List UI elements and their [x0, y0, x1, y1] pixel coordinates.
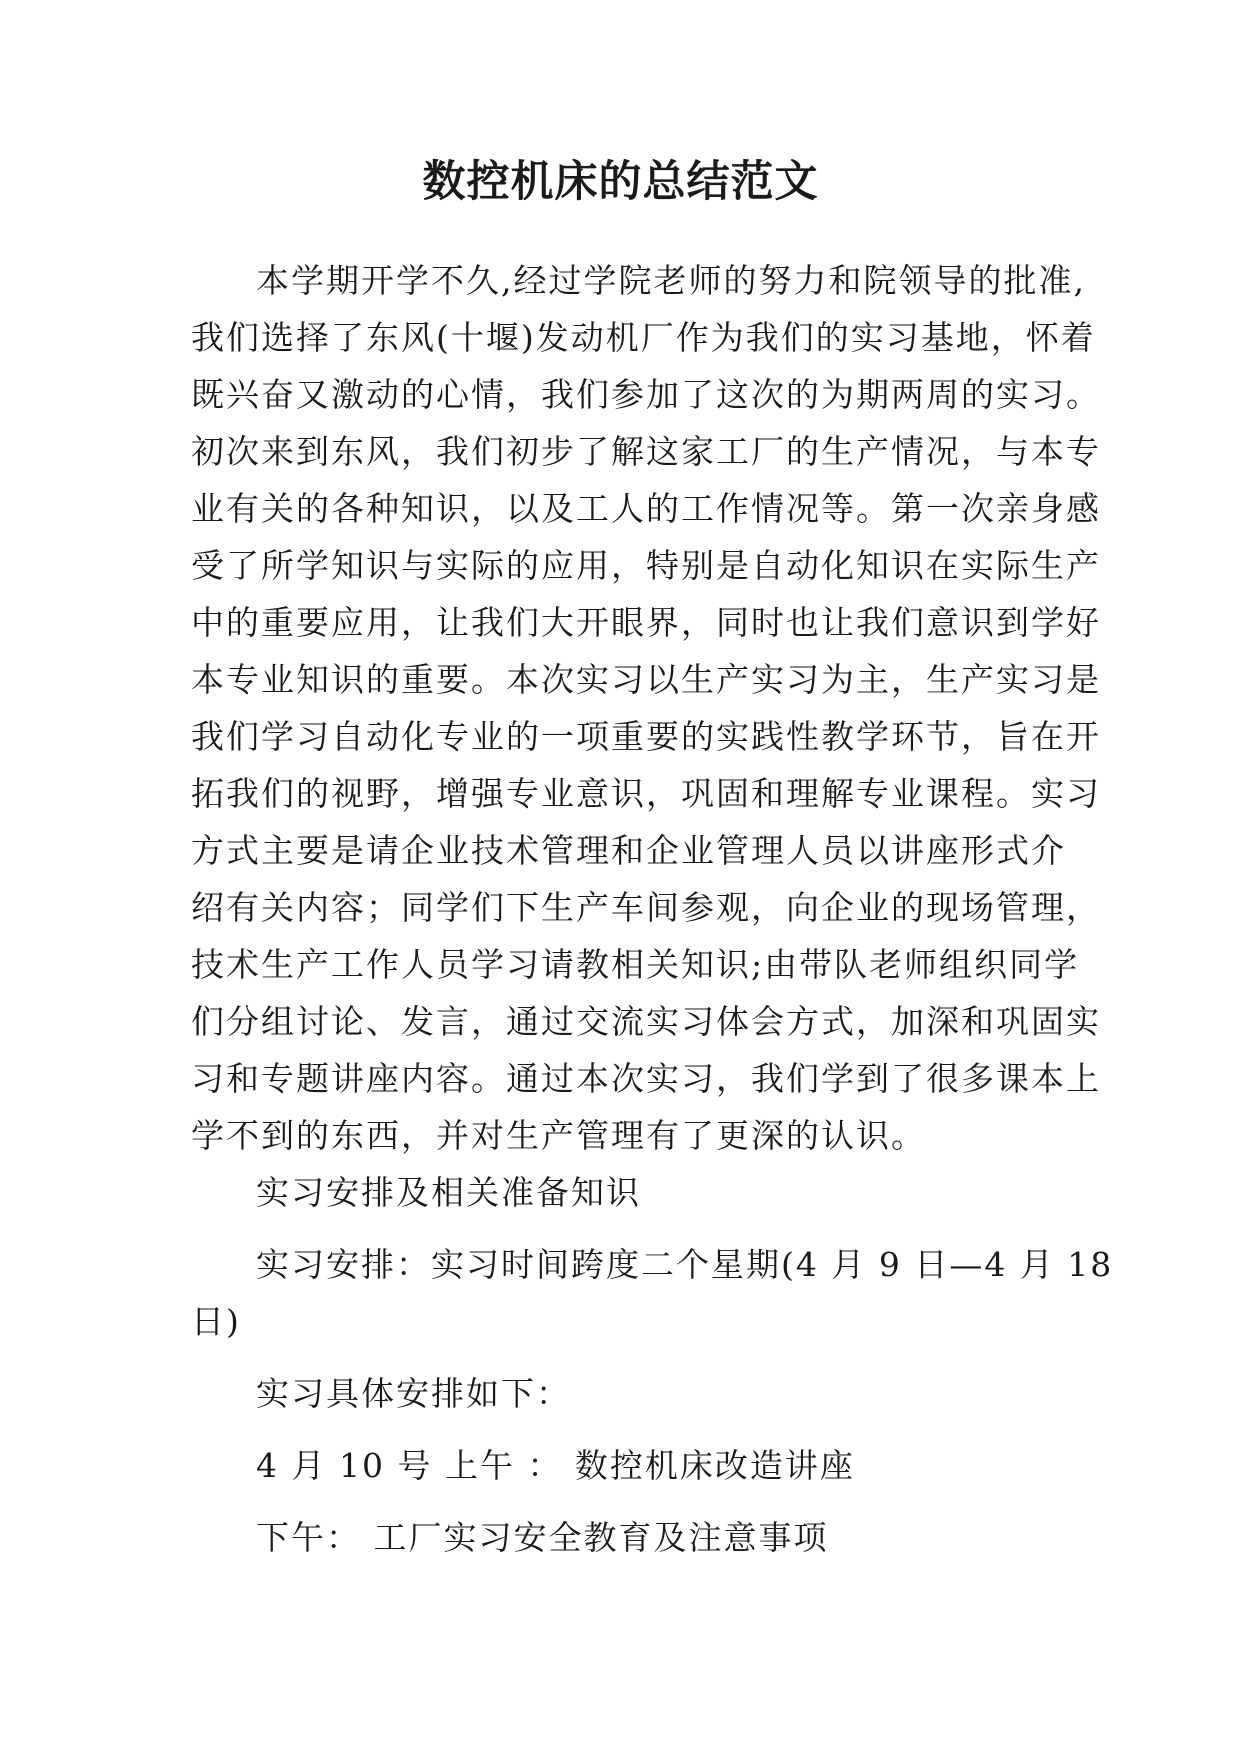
text-line: 实习安排：实习时间跨度二个星期(4 月 9 日—4 月 18: [256, 1245, 1114, 1284]
text-line: 中的重要应用，让我们大开眼界，同时也让我们意识到学好: [191, 603, 1101, 642]
text-line: 本专业知识的重要。本次实习以生产实习为主，生产实习是: [191, 660, 1101, 699]
text-line: 实习具体安排如下：: [256, 1374, 571, 1413]
text-line: 既兴奋又激动的心情，我们参加了这次的为期两周的实习。: [191, 375, 1101, 414]
text-line: 方式主要是请企业技术管理和企业管理人员以讲座形式介: [191, 831, 1066, 870]
text-line: 们分组讨论、发言，通过交流实习体会方式，加深和巩固实: [191, 1002, 1101, 1041]
text-line: 本学期开学不久,经过学院老师的努力和院领导的批准,: [256, 261, 1086, 300]
text-line: 学不到的东西，并对生产管理有了更深的认识。: [191, 1116, 926, 1155]
section-heading: 实习安排及相关准备知识: [256, 1173, 641, 1212]
text-line: 绍有关内容；同学们下生产车间参观，向企业的现场管理，: [191, 888, 1101, 927]
schedule-line: 下午： 工厂实习安全教育及注意事项: [256, 1518, 829, 1557]
text-line: 业有关的各种知识，以及工人的工作情况等。第一次亲身感: [191, 489, 1101, 528]
schedule-line: 4 月 10 号 上午 ： 数控机床改造讲座: [256, 1446, 855, 1485]
text-line: 我们学习自动化专业的一项重要的实践性教学环节，旨在开: [191, 717, 1101, 756]
text-line: 日): [191, 1302, 241, 1341]
text-line: 初次来到东风，我们初步了解这家工厂的生产情况，与本专: [191, 432, 1101, 471]
text-line: 受了所学知识与实际的应用，特别是自动化知识在实际生产: [191, 546, 1101, 585]
text-line: 习和专题讲座内容。通过本次实习，我们学到了很多课本上: [191, 1059, 1101, 1098]
text-line: 我们选择了东风(十堰)发动机厂作为我们的实习基地，怀着: [191, 318, 1096, 357]
page-title: 数控机床的总结范文: [422, 157, 819, 207]
text-line: 技术生产工作人员学习请教相关知识;由带队老师组织同学: [191, 945, 1080, 984]
text-line: 拓我们的视野，增强专业意识，巩固和理解专业课程。实习: [191, 774, 1101, 813]
